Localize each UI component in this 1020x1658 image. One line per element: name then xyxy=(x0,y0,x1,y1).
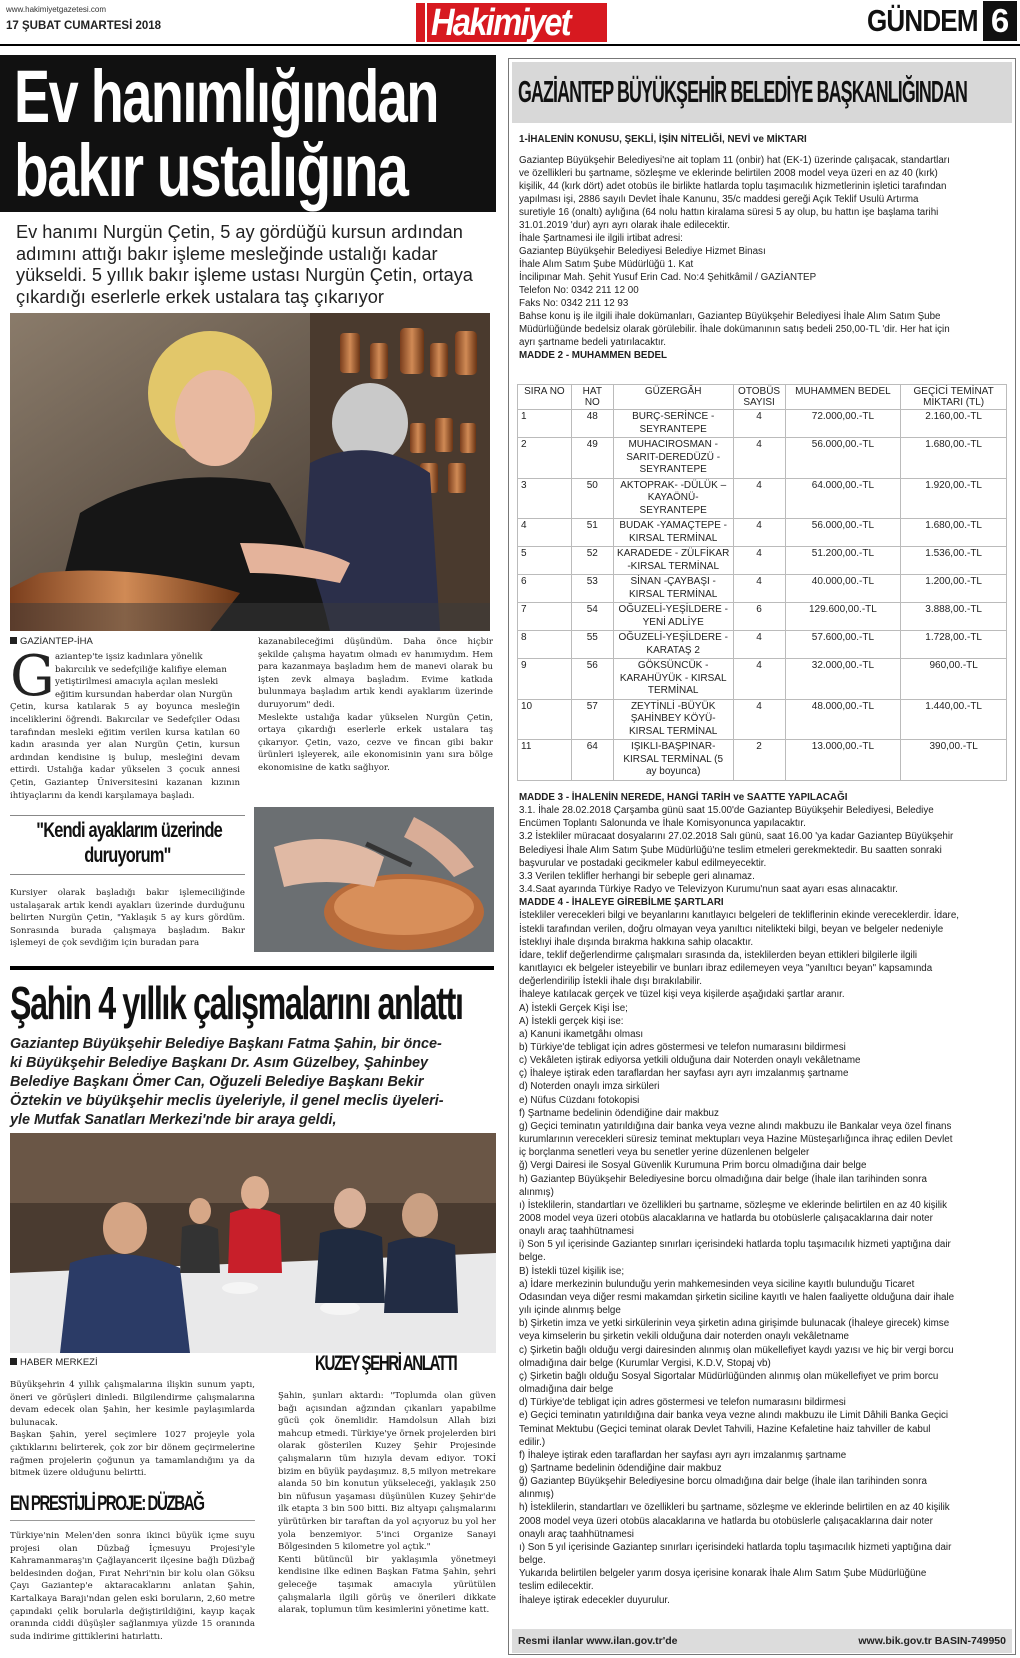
notice-line: c) Vekâleten iştirak ediyorsa yetkili olduğuna dair Noterden onaylı vekâletname xyxy=(519,1055,861,1067)
table-cell: 49 xyxy=(571,438,613,479)
notice-line: 2008 model veya üzeri otobüs alacaklarına ve hatlarda bu otobüslerle çalışacaklarına dair noter xyxy=(519,1213,933,1224)
table-cell: 51 xyxy=(571,519,613,547)
table-cell: 54 xyxy=(571,603,613,631)
story1-headline-box xyxy=(0,55,496,212)
page-number-box: 6 xyxy=(983,1,1017,41)
story2-deck-line: Gaziantep Büyükşehir Belediye Başkanı Fatma Şahin, bir önce- xyxy=(10,1036,442,1052)
table-row xyxy=(518,547,1007,575)
table-cell: 1.728,00.-TL xyxy=(901,631,1007,659)
notice-line: onaylı araç taahhütnamesi xyxy=(519,1226,634,1238)
table-cell: 129.600,00.-TL xyxy=(785,603,901,631)
table-cell: IŞIKLI-BAŞPINAR- KIRSAL TERMİNAL (5 ay boyunca) xyxy=(613,740,733,781)
story2-subhead2: EN PRESTİJLİ PROJE: DÜZBAĞ xyxy=(10,1492,204,1515)
notice-line: 1-İHALENİN KONUSU, ŞEKLİ, İŞİN NİTELİĞİ, NEVİ ve MİKTARI xyxy=(519,134,807,145)
notice-line: 3.3 Verilen teklifler herhangi bir sebeple geri alınamaz. xyxy=(519,870,755,882)
notice-line: ve özellikleri bu şartname, sözleşme ve eklerinde belirtilen 2008 model veya üzeri en az 40 (kırk) xyxy=(519,168,938,179)
table-cell: 3 xyxy=(518,478,572,519)
story1-detail-photo xyxy=(254,807,494,952)
table-cell: 7 xyxy=(518,603,572,631)
table-cell: 1.536,00.-TL xyxy=(901,547,1007,575)
notice-line: İhaleye katılacak gerçek ve tüzel kişi veya kişilerde aşağıdaki şartlar aranır. xyxy=(519,989,845,1001)
notice-line: değerlendirilip İstekli ihale dışı bırakılabilir. xyxy=(519,976,702,988)
story2-deck-line: yle Mutfak Sanatları Merkezi'nde bir araya geldi, xyxy=(10,1112,337,1128)
table-cell: 64.000,00.-TL xyxy=(785,478,901,519)
table-cell: 56.000,00.-TL xyxy=(785,519,901,547)
table-cell: 50 xyxy=(571,478,613,519)
table-cell: 1.680,00.-TL xyxy=(901,438,1007,479)
table-cell: 4 xyxy=(733,547,785,575)
story1-column2 xyxy=(258,636,493,775)
story2-col1-para: Büyükşehrin 4 yıllık çalışmalarına ilişkin sunum yaptı, öneri ve görüşleri dinledi. Bilgilendirme çalışmalarına devam edecek olan Şahin, her kesimle paylaşımlarda bulunacak. xyxy=(10,1380,255,1428)
notice-frame xyxy=(508,58,1016,1655)
quote-body-text: Kursiyer olarak başladığı bakır işlemeciliğinde ustalaşarak artık kendi ayakları üzerinde durduğunu belirten Nurgün Çetin, "Yaklaşık 5 ay kurs gördüm. Sonrasında burada çalışmaya başladım. Bakır işlemeyi de çok sevdiğim için buradan para xyxy=(10,888,245,949)
notice-line: ğ) Gaziantep Büyükşehir Belediyesine borcu olmadığına dair belge (İhale ilan tarihinden sonra xyxy=(519,1476,927,1488)
table-cell: 55 xyxy=(571,631,613,659)
table-cell: OĞUZELİ-YEŞİLDERE -KARATAŞ 2 xyxy=(613,631,733,659)
agency-bullet-icon xyxy=(10,637,17,644)
table-cell: 4 xyxy=(733,438,785,479)
notice-title: GAZİANTEP BÜYÜKŞEHİR BELEDİYE BAŞKANLIĞINDAN xyxy=(518,74,967,109)
notice-line: 3.2 İstekliler müracaat dosyalarını 27.02.2018 Salı günü, saat 16.00 'ya kadar Gaziantep Büyükşehir xyxy=(519,831,954,843)
notice-footer xyxy=(512,1629,1012,1653)
notice-line: ğ) Vergi Dairesi ile Sosyal Güvenlik Kurumuna Prim borcu olmadığına dair belge xyxy=(519,1160,867,1172)
table-header-cell: SIRA NO xyxy=(518,385,572,410)
notice-line: b) Türkiye'de tebligat için adres göstermesi ve telefon numarasını bildirmesi xyxy=(519,1041,846,1053)
table-cell: 5 xyxy=(518,547,572,575)
quote-top-rule xyxy=(10,815,245,816)
notice-line: Belediyesi İhale Alım Satım Şube Müdürlüğü'ne teslim etmeleri gerekmektedir. Bu saatten sonraki xyxy=(519,844,942,856)
table-cell: 64 xyxy=(571,740,613,781)
table-row xyxy=(518,631,1007,659)
story1-column1 xyxy=(10,644,240,802)
table-header-cell: GÜZERGÂH xyxy=(613,385,733,410)
table-cell: KARADEDE - ZÜLFİKAR -KIRSAL TERMİNAL xyxy=(613,547,733,575)
photo-copper-workshop xyxy=(10,313,490,631)
table-cell: 4 xyxy=(733,659,785,700)
story2-agency xyxy=(10,1357,98,1368)
pull-quote xyxy=(10,818,245,868)
masthead-logo xyxy=(427,3,607,42)
notice-line: a) Kanuni ikametgâhı olması xyxy=(519,1028,644,1040)
quote-body xyxy=(10,887,245,950)
notice-line: B) İstekli tüzel kişilik ise; xyxy=(519,1265,625,1277)
notice-line: teslim edilecektir. xyxy=(519,1581,594,1593)
notice-footer-left[interactable]: Resmi ilanlar www.ilan.gov.tr'de xyxy=(518,1635,678,1647)
table-cell: 9 xyxy=(518,659,572,700)
notice-line: MADDE 4 - İHALEYE GİREBİLME ŞARTLARI xyxy=(519,897,724,909)
table-cell: 4 xyxy=(733,631,785,659)
table-cell: MUHACIROSMAN -SARIT-DEREDÜZÜ -SEYRANTEPE xyxy=(613,438,733,479)
table-row xyxy=(518,410,1007,438)
table-row xyxy=(518,659,1007,700)
table-header-cell: OTOBÜS SAYISI xyxy=(733,385,785,410)
notice-line: İstekliler verecekleri bilgi ve beyanlarını kanıtlayıcı belgeleri de tekliflerinin ekinde vereceklerdir. İdare, xyxy=(519,910,959,922)
table-cell: 4 xyxy=(733,699,785,740)
notice-line: iç borçlanma senetleri veya bu senetler yerine düzenlenen belgeler xyxy=(519,1147,810,1159)
table-cell: 56 xyxy=(571,659,613,700)
notice-line: kişilik, 44 (kırk dört) adet otobüs ile birlikte hatlarda toplu taşımacılık hizmetlerinin işletici tarafından xyxy=(519,181,947,192)
story1-col1-line: eğitim kursundan haberdar olan Nurgün xyxy=(55,689,233,700)
table-cell: 48.000,00.-TL xyxy=(785,699,901,740)
table-cell: ZEYTİNLİ -BÜYÜK ŞAHİNBEY KÖYÜ- KIRSAL TERMİNAL xyxy=(613,699,733,740)
notice-footer-right[interactable]: www.bik.gov.tr BASIN-749950 xyxy=(858,1635,1006,1647)
table-cell: 72.000,00.-TL xyxy=(785,410,901,438)
table-cell: SİNAN -ÇAYBAŞI - KIRSAL TERMİNAL xyxy=(613,575,733,603)
story1-deck-line: çıkardığı eserlerle erkek ustalara taş çıkarıyor xyxy=(16,286,384,307)
notice-line: olmadığına dair belge (Kurumlar Vergisi, K.D.V, Stopaj vb) xyxy=(519,1357,771,1369)
notice-line: i) Son 5 yıl içerisinde Gaziantep sınırları içerisindeki hatlarda toplu taşımacılık hizmeti yaptığına dair xyxy=(519,1239,951,1251)
masthead-rule xyxy=(0,44,1020,46)
story1-col1-para: Çetin, kursa katılarak 5 ay boyunca mesleğin inceliklerini öğrendi. Bakırcılar ve Sedefçiler Odası tarafından mesleki eğitim verilen kursa katılan 60 kadın arasında yer alan Nurgün Çetin, kursun ardından kendisine iş bulup, mesleğini devam ettirdi. Ustalığa kadar yükselen 3 çocuk annesi Çetin, Gaziantep Üniversitesini kazanan kızının ihtiyaçlarını da kendi karşılamaya başladı. xyxy=(10,702,240,801)
table-cell: OĞUZELİ-YEŞİLDERE -YENİ ADLİYE xyxy=(613,603,733,631)
notice-line: Yukarıda belirtilen belgeler yarım dosya içerisine konarak İhale Alım Satım Şube Müdürlüğüne xyxy=(519,1568,927,1580)
table-cell: BUDAK -YAMAÇTEPE -KIRSAL TERMİNAL xyxy=(613,519,733,547)
logo-text: Hakimiyet xyxy=(431,3,570,42)
notice-line: olmadığına dair belge xyxy=(519,1384,614,1396)
agency-label: GAZİANTEP-İHA xyxy=(20,636,93,647)
notice-line: suretiyle 16 (onaltı) aylığına (64 nolu hattın kiralama süresi 5 ay olup, bu hattın işe başlama tarihi xyxy=(519,207,939,218)
table-row xyxy=(518,603,1007,631)
notice-line: ç) İhaleye iştirak eden taraflardan her sayfası ayrı ayrı imzalanmış şartname xyxy=(519,1068,849,1080)
table-cell: 6 xyxy=(733,603,785,631)
table-cell: 48 xyxy=(571,410,613,438)
table-cell: 57 xyxy=(571,699,613,740)
table-cell: 1.200,00.-TL xyxy=(901,575,1007,603)
table-row xyxy=(518,438,1007,479)
notice-line: e) Geçici teminatın yatırıldığına dair banka veya vezne alındı makbuzu ile Limit Dâhili Banka Geçici xyxy=(519,1410,949,1422)
notice-line: Teminat Mektubu (Geçici teminat olarak Devlet Tahvili, Hazine Kefaletine haiz tahviller de kabul xyxy=(519,1423,931,1435)
story1-col1-line: yetiştirilmesi amacıyla açılan mesleki xyxy=(55,677,219,688)
story2-deck-line: Belediye Başkanı Ömer Can, Oğuzeli Belediye Başkanı Bekir xyxy=(10,1074,424,1090)
table-cell: 56.000,00.-TL xyxy=(785,438,901,479)
notice-line: Gaziantep Büyükşehir Belediyesi Belediye Hizmet Binası xyxy=(519,246,766,257)
story1-deck-line: adımını attığı bakır işleme mesleğinde ustalığı kadar xyxy=(16,243,438,264)
story1-headline-line2: bakır ustalığına xyxy=(14,129,408,212)
table-cell: 4 xyxy=(518,519,572,547)
table-cell: 2 xyxy=(518,438,572,479)
notice-line: Müdürlüğünde bedelsiz olarak görülebilir. İhale dokümanının satış bedeli 250,00-TL 'dir. Her hat için xyxy=(519,324,950,335)
pull-quote-line2: duruyorum" xyxy=(84,844,171,867)
notice-line: veya kimselerin bu şirketin vekili olduğuna dair noterden onaylı vekâletname xyxy=(519,1331,850,1343)
table-cell: 40.000,00.-TL xyxy=(785,575,901,603)
sub2-rule xyxy=(10,1520,255,1521)
table-cell: 32.000,00.-TL xyxy=(785,659,901,700)
table-cell: 8 xyxy=(518,631,572,659)
notice-line: başvurular ve postadaki gecikmeler kabul edilmeyecektir. xyxy=(519,857,767,869)
notice-line: h) İsteklilerin, standartları ve özellikleri bu şartname, sözleşme ve eklerinde belirtilen en az 40 kişilik xyxy=(519,1502,950,1514)
table-header-cell: HAT NO xyxy=(571,385,613,410)
story2-col1-para: Başkan Şahin, yerel seçimlere 1027 projeyle yola çıktıklarını belirterek, çok zor bir dönem geçirmelerine rağmen projelerin çoğunun ya tamamlandığını ya da bitmek üzere olduğunu belirtti. xyxy=(10,1430,255,1479)
table-cell: 3.888,00.-TL xyxy=(901,603,1007,631)
notice-line xyxy=(519,146,1011,154)
notice-line: alınmış) xyxy=(519,1489,554,1501)
story2-column2 xyxy=(278,1390,496,1617)
story1-col1-line: bakırcılık ve sedefçiliğe kalifiye eleman xyxy=(55,664,227,675)
notice-line: belge. xyxy=(519,1555,546,1567)
story2-column1c xyxy=(10,1530,255,1643)
table-cell: 13.000,00.-TL xyxy=(785,740,901,781)
notice-line: e) Nüfus Cüzdanı fotokopisi xyxy=(519,1094,640,1106)
story2-deck-line: ki Büyükşehir Belediye Başkanı Dr. Asım Güzelbey, Şahinbey xyxy=(10,1055,429,1071)
dropcap: G xyxy=(10,644,55,709)
tender-table-header xyxy=(518,385,1007,410)
tender-table xyxy=(517,384,1007,781)
story2-col1c-para: Türkiye'nin Melen'den sonra ikinci büyük içme suyu projesi olan Düzbağ İçmesuyu Projesi'yle Kahramanmaraş'ın Çağlayancerit ilçesine bağlı Düzbağ beldesinden doğan, Fırat Nehri'nin bir kolu olan Göksu Çayı Gaziantep'e aktaracaklarını anlatan Şahin, Kartalkaya Barajı'ndan gelen eski boruların, 2,60 metre çapındaki çelik borularla değiştirildiğini, kayıp kaçak oranında ciddi düşüşler sağlanmıya yüzde 15 oranında suda indirime gittiklerini hatırlattı. xyxy=(10,1531,255,1642)
story1-headline-line1: Ev hanımlığından xyxy=(14,55,438,138)
table-cell: 1.920,00.-TL xyxy=(901,478,1007,519)
notice-line: c) Şirketin bağlı olduğu vergi dairesinden alınmış olan mükellefiyet kaydı yazısı ve hiç bir vergi borcu xyxy=(519,1344,954,1356)
notice-line: Faks No: 0342 211 12 93 xyxy=(519,298,629,309)
notice-line: d) Türkiye'de tebligat için adres göstermesi ve telefon numarasını bildirmesi xyxy=(519,1397,846,1409)
table-cell: AKTOPRAK- -DÜLÜK –KAYAÖNÜ- SEYRANTEPE xyxy=(613,478,733,519)
notice-line: g) Geçici teminatın yatırıldığına dair banka veya vezne alındı makbuzu ile Bankalar veya özel finans xyxy=(519,1120,952,1132)
notice-line: Telefon No: 0342 211 12 00 xyxy=(519,285,639,296)
table-row xyxy=(518,575,1007,603)
agency-bullet-icon xyxy=(10,1358,17,1365)
notice-line: kurumlarının verecekleri süresiz teminat mektupları veya Hazine Müsteşarlığınca ihraç edilen Devlet xyxy=(519,1134,953,1146)
notice-line: İsteklıyi ihale dışında bırakma hakkına sahip olacaktır. xyxy=(519,936,754,948)
story2-column1 xyxy=(10,1379,255,1480)
table-row xyxy=(518,478,1007,519)
website-url[interactable]: www.hakimiyetgazetesi.com xyxy=(6,5,107,14)
notice-line: h) Gaziantep Büyükşehir Belediyesine borcu olmadığına dair belge (İhale ilan tarihinden sonra xyxy=(519,1173,927,1185)
notice-line: İhale Şartnamesi ile ilgili irtibat adresi: xyxy=(519,233,683,244)
agency-label: HABER MERKEZİ xyxy=(20,1357,98,1368)
table-cell: 52 xyxy=(571,547,613,575)
story1-col2-para: kazanabileceğimi düşündüm. Daha önce hiçbir şekilde çalışma hayatım olmadı ev hanımıydım. Hem para kazanmaya başladım hem de manevi olarak bu işten zevk almaya başladım. Evime katkıda bulunmaya başladım artık kendi ayaklarım üzerinde duruyorum" dedi. xyxy=(258,637,493,710)
table-row xyxy=(518,519,1007,547)
table-cell: 390,00.-TL xyxy=(901,740,1007,781)
notice-line: f) İhaleye iştirak eden taraflardan her sayfası ayrı ayrı imzalanmış şartname xyxy=(519,1449,847,1461)
notice-line: A) İstekli gerçek kişi ise: xyxy=(519,1015,624,1027)
story1-deck-line: Ev hanımı Nurgün Çetin, 5 ay gördüğü kursun ardından xyxy=(16,222,463,242)
table-cell: 11 xyxy=(518,740,572,781)
photo-copper-hands xyxy=(254,807,494,952)
issue-date: 17 ŞUBAT CUMARTESİ 2018 xyxy=(6,20,162,32)
notice-line: yapılması işi, 2886 sayılı Devlet İhale Kanunu, 35/c maddesi gereği Açık Teklif Usulü Artırma xyxy=(519,194,919,205)
notice-line: b) Şirketin imza ve yetki sirkülerinin veya şirketin adına girişimde bulunacak (İhaleye girecek) kimse xyxy=(519,1318,950,1330)
table-cell: 4 xyxy=(733,519,785,547)
table-cell: 1 xyxy=(518,410,572,438)
table-cell: 53 xyxy=(571,575,613,603)
photo-meeting xyxy=(10,1133,496,1353)
table-header-cell: MUHAMMEN BEDEL xyxy=(785,385,901,410)
section-name: GÜNDEM xyxy=(867,3,978,38)
notice-line: Encümen Toplantı Salonunda ve İhale Komisyonunca yapılacaktır. xyxy=(519,818,806,830)
table-cell: 960,00.-TL xyxy=(901,659,1007,700)
table-cell: 10 xyxy=(518,699,572,740)
story1-col1-line: aziantep'te işsiz kadınlara yönelik xyxy=(55,652,203,662)
story2-subhead1: KUZEY ŞEHRİ ANLATTI xyxy=(315,1352,457,1375)
table-cell: 2.160,00.-TL xyxy=(901,410,1007,438)
notice-line: yılı içinde alınmış belge xyxy=(519,1305,621,1317)
bus-lines-table xyxy=(517,384,1007,781)
notice-line: a) İdare merkezinin bulunduğu yerin mahkemesinden veya siciline kayıtlı bulunduğu Ticaret xyxy=(519,1278,915,1290)
table-row xyxy=(518,699,1007,740)
table-cell: 51.200,00.-TL xyxy=(785,547,901,575)
table-cell: BURÇ-SERİNCE -SEYRANTEPE xyxy=(613,410,733,438)
story1-deck-line: yükseldi. 5 yıllık bakır işleme ustası Nurgün Çetin, ortaya xyxy=(16,265,473,285)
pull-quote-line1: "Kendi ayaklarım üzerinde xyxy=(36,819,223,842)
notice-line: İhale Alım Satım Şube Müdürlüğü 1. Kat xyxy=(519,259,694,270)
notice-line: A) İstekli Gerçek Kişi İse; xyxy=(519,1002,628,1014)
story2-photo xyxy=(10,1133,496,1353)
story1-main-photo xyxy=(10,313,490,631)
notice-line: ı) Son 5 yıl içerisinde Gaziantep sınırları içerisindeki hatlarda toplu taşımacılık hizmeti yaptığına dair xyxy=(519,1541,952,1553)
table-cell: GÖKSÜNCÜK - KARAHÜYÜK - KIRSAL TERMİNAL xyxy=(613,659,733,700)
table-cell: 4 xyxy=(733,575,785,603)
masthead xyxy=(0,0,1020,46)
notice-line: belge. xyxy=(519,1252,546,1264)
notice-line: 31.01.2019 'dur) ayrı ayrı olarak ihale edilecektir. xyxy=(519,220,730,231)
table-cell: 6 xyxy=(518,575,572,603)
notice-line: İdare, teklif değerlendirme çalışmaları sırasında da, isteklilerden beyan ettikleri bilgilerle ilgili xyxy=(519,949,918,961)
notice-line: 3.4.Saat ayarında Türkiye Radyo ve Televizyon Kurumu'nun saat ayarı esas alınacaktır. xyxy=(519,884,898,896)
notice-line: f) Şartname bedelinin ödendiğine dair makbuz xyxy=(519,1107,719,1119)
story1-deck xyxy=(16,222,496,308)
table-cell: 1.680,00.-TL xyxy=(901,519,1007,547)
notice-line: MADDE 2 - MUHAMMEN BEDEL xyxy=(519,350,668,361)
table-header-cell: GEÇİCİ TEMİNAT MİKTARI (TL) xyxy=(901,385,1007,410)
notice-line: d) Noterden onaylı imza sirküleri xyxy=(519,1081,660,1093)
notice-line: Gaziantep Büyükşehir Belediyesi'ne ait toplam 11 (onbir) hat (EK-1) üzerinde çalışacak, standartları xyxy=(519,155,950,166)
logo-stripe xyxy=(416,3,425,42)
story2-top-rule xyxy=(10,966,494,970)
notice-line: İncilipınar Mah. Şehit Yusuf Erin Cad. No:4 Şehitkâmil / GAZİANTEP xyxy=(519,272,817,283)
notice-line: alınmış) xyxy=(519,1186,554,1198)
table-cell: 4 xyxy=(733,410,785,438)
notice-line: MADDE 3 - İHALENİN NEREDE, HANGİ TARİH ve SAATTE YAPILACAĞI xyxy=(519,792,848,803)
notice-line: kanıtlayıcı ek belgeler isteyebilir ve bunları ibraz edilemeyen veya "yanıltıcı beyan" kapsamında xyxy=(519,963,933,975)
story1-col2b-para: Meslekte ustalığa kadar yükselen Nurgün Çetin, ortaya çıkardığı eserlerle erkek ustalara taş çıkarıyor. Çetin, vazo, cezve ve fincan gibi bakır ürünleri işleyerek, aile ekonomisinin yanı sıra bölge ekonomisine de katkı sağlıyor. xyxy=(258,712,493,773)
notice-line: ı) İsteklilerin, standartları ve özellikleri bu şartname, sözleşme ve eklerinde belirtilen en az 40 kişilik xyxy=(519,1199,947,1211)
notice-line: Odasından veya diğer resmi makamdan şirketin siciline kayıtlı ve halen faaliyette olduğuna dair ihale xyxy=(519,1291,955,1303)
notice-line: g) Şartname bedelinin ödendiğine dair makbuz xyxy=(519,1462,722,1474)
table-cell: 1.440,00.-TL xyxy=(901,699,1007,740)
story2-headline: Şahin 4 yıllık çalışmalarını anlattı xyxy=(10,977,463,1029)
notice-line: İstekli tarafından verilen, doğru olmayan veya yanıltıcı nitelikteki bilgi, beyan ve belgeler nedeniyle xyxy=(519,923,944,935)
story2-deck-line: Öztekin ve büyükşehir meclis üyeleriyle, il genel meclis üyeleri- xyxy=(10,1093,444,1109)
table-cell: 4 xyxy=(733,478,785,519)
quote-bottom-rule xyxy=(10,874,245,875)
table-cell: 57.600,00.-TL xyxy=(785,631,901,659)
notice-line: 2008 model veya üzeri otobüs alacaklarına ve hatlarda bu otobüslerle çalışacaklarına dair noter xyxy=(519,1515,933,1527)
story2-deck xyxy=(10,1035,496,1130)
table-cell: 2 xyxy=(733,740,785,781)
notice-header xyxy=(512,62,1012,123)
notice-part1 xyxy=(519,133,1011,362)
notice-line: onaylı araç taahhütnamesi xyxy=(519,1528,634,1540)
table-row xyxy=(518,740,1007,781)
notice-part2 xyxy=(519,791,1011,1607)
notice-line: Bahse konu iş ile ilgili ihale dokümanları, Gaziantep Büyükşehir Belediyesi İhale Alım Satım Şube xyxy=(519,311,941,322)
story2-col2-para: Şahin, şunları aktardı: "Toplumda olan güven bağı açısından ağzından çıkanları yapabilme gücü çok önemlidir. Hamdolsun Allah bizi mahcup etmedi. Türkiye'ye örnek projelerden biri olarak gösterilen Kuzey Şehir Projesinde çalışmaların tüm hızıyla devam ediyor. TOKİ bizim en büyük paydaşımız. 8,5 milyon metrekare alanda 50 bin konutun yükseleceği, yaklaşık 250 bin nüfusun yaşaması düşünülen Kuzey Şehir'de ilk etapta 3 bin 500 bitti. Biz altyapı çalışmalarını yürütürken bir taraftan da yol açıyoruz bu yol her yola benzemiyor. 5'inci Organize Sanayi Bölgesinden 5 kilometre yol açtık." xyxy=(278,1391,496,1553)
notice-line: edilir.) xyxy=(519,1436,546,1448)
notice-line: ç) Şirketin bağlı olduğu Sosyal Sigortalar Müdürlüğünden alınmış olan mükellefiyet ve prim borcu xyxy=(519,1370,939,1382)
notice-line: ayrı şartname bedeli yatırılacaktır. xyxy=(519,337,667,348)
story2-col2-para: Kenti bütüncül bir yaklaşımla yönetmeyi kendisine ilke edinen Başkan Fatma Şahin, şehri geleceğe taşımak amacıyla yürütülen çalışmalarla ilgili görüş ve önerileri dikkate alarak, toplumun tüm kesimlerini yönetime katt. xyxy=(278,1554,496,1616)
notice-line: İhaleye iştirak edecekler duyurulur. xyxy=(519,1594,670,1606)
notice-line: 3.1. İhale 28.02.2018 Çarşamba günü saat 15.00'de Gaziantep Büyükşehir Belediyesi, Belediye xyxy=(519,805,934,817)
